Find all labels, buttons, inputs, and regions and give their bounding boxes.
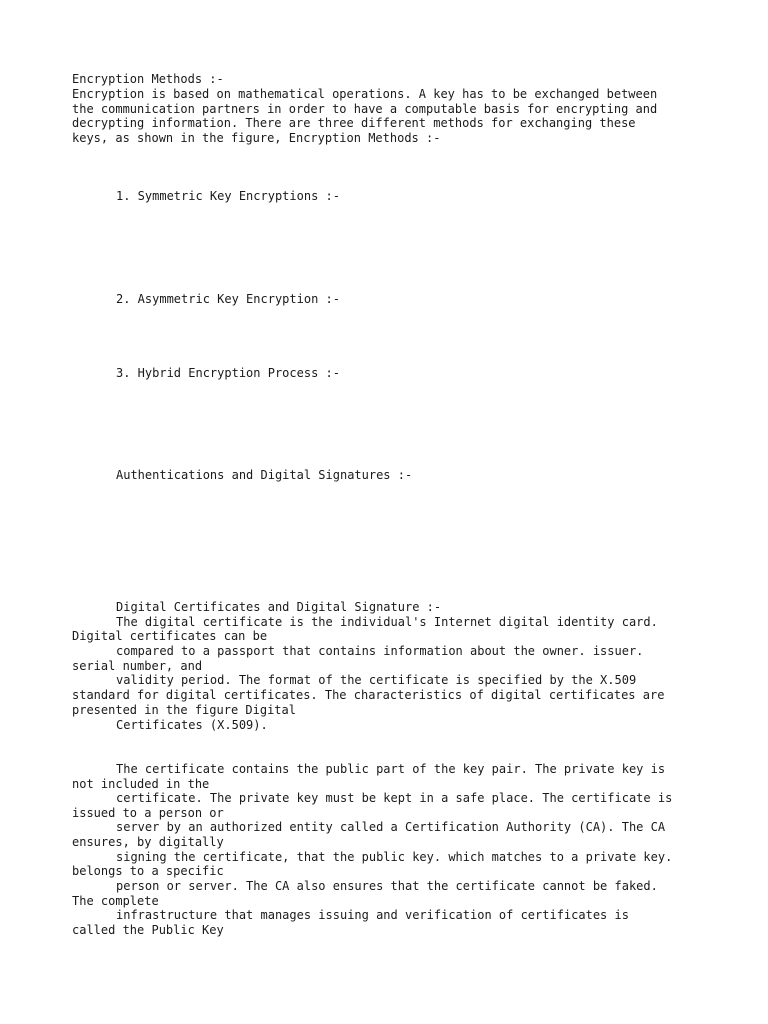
- paragraph-line: called the Public Key: [72, 923, 224, 937]
- paragraph-line: serial number, and: [72, 659, 203, 673]
- paragraph-line: signing the certificate, that the public key. which matches to a private key.: [116, 850, 673, 864]
- paragraph-line: Digital certificates can be: [72, 629, 268, 643]
- paragraph-line: The complete: [72, 894, 159, 908]
- paragraph-line: infrastructure that manages issuing and verification of certificates is: [116, 908, 629, 922]
- paragraph-line: compared to a passport that contains information about the owner. issuer.: [116, 644, 644, 658]
- paragraph-line: The digital certificate is the individual's Internet digital identity card.: [116, 615, 658, 629]
- section-heading-digital-certificates: Digital Certificates and Digital Signature :-: [116, 600, 442, 614]
- paragraph-line: issued to a person or: [72, 806, 224, 820]
- paragraph-line: presented in the figure Digital: [72, 703, 296, 717]
- paragraph-line: certificate. The private key must be kept in a safe place. The certificate is: [116, 791, 673, 805]
- method-heading-asymmetric: 2. Asymmetric Key Encryption :-: [116, 292, 340, 306]
- paragraph-line: server by an authorized entity called a Certification Authority (CA). The CA: [116, 820, 666, 834]
- paragraph-line: belongs to a specific: [72, 864, 224, 878]
- paragraph-line: not included in the: [72, 777, 210, 791]
- paragraph-line: standard for digital certificates. The characteristics of digital certificates are: [72, 688, 665, 702]
- intro-line: decrypting information. There are three different methods for exchanging these: [72, 116, 636, 130]
- paragraph-line: ensures, by digitally: [72, 835, 224, 849]
- paragraph-line: person or server. The CA also ensures that the certificate cannot be faked.: [116, 879, 658, 893]
- section-heading-encryption-methods: Encryption Methods :-: [72, 72, 224, 86]
- intro-line: Encryption is based on mathematical operations. A key has to be exchanged between: [72, 87, 658, 101]
- intro-line: keys, as shown in the figure, Encryption Methods :-: [72, 131, 441, 145]
- section-heading-authentications: Authentications and Digital Signatures :-: [116, 468, 413, 482]
- paragraph-line: The certificate contains the public part of the key pair. The private key is: [116, 762, 666, 776]
- method-heading-hybrid: 3. Hybrid Encryption Process :-: [116, 366, 340, 380]
- paragraph-line: validity period. The format of the certificate is specified by the X.509: [116, 673, 637, 687]
- intro-line: the communication partners in order to have a computable basis for encrypting and: [72, 102, 658, 116]
- paragraph-line: Certificates (X.509).: [116, 718, 268, 732]
- method-heading-symmetric: 1. Symmetric Key Encryptions :-: [116, 189, 340, 203]
